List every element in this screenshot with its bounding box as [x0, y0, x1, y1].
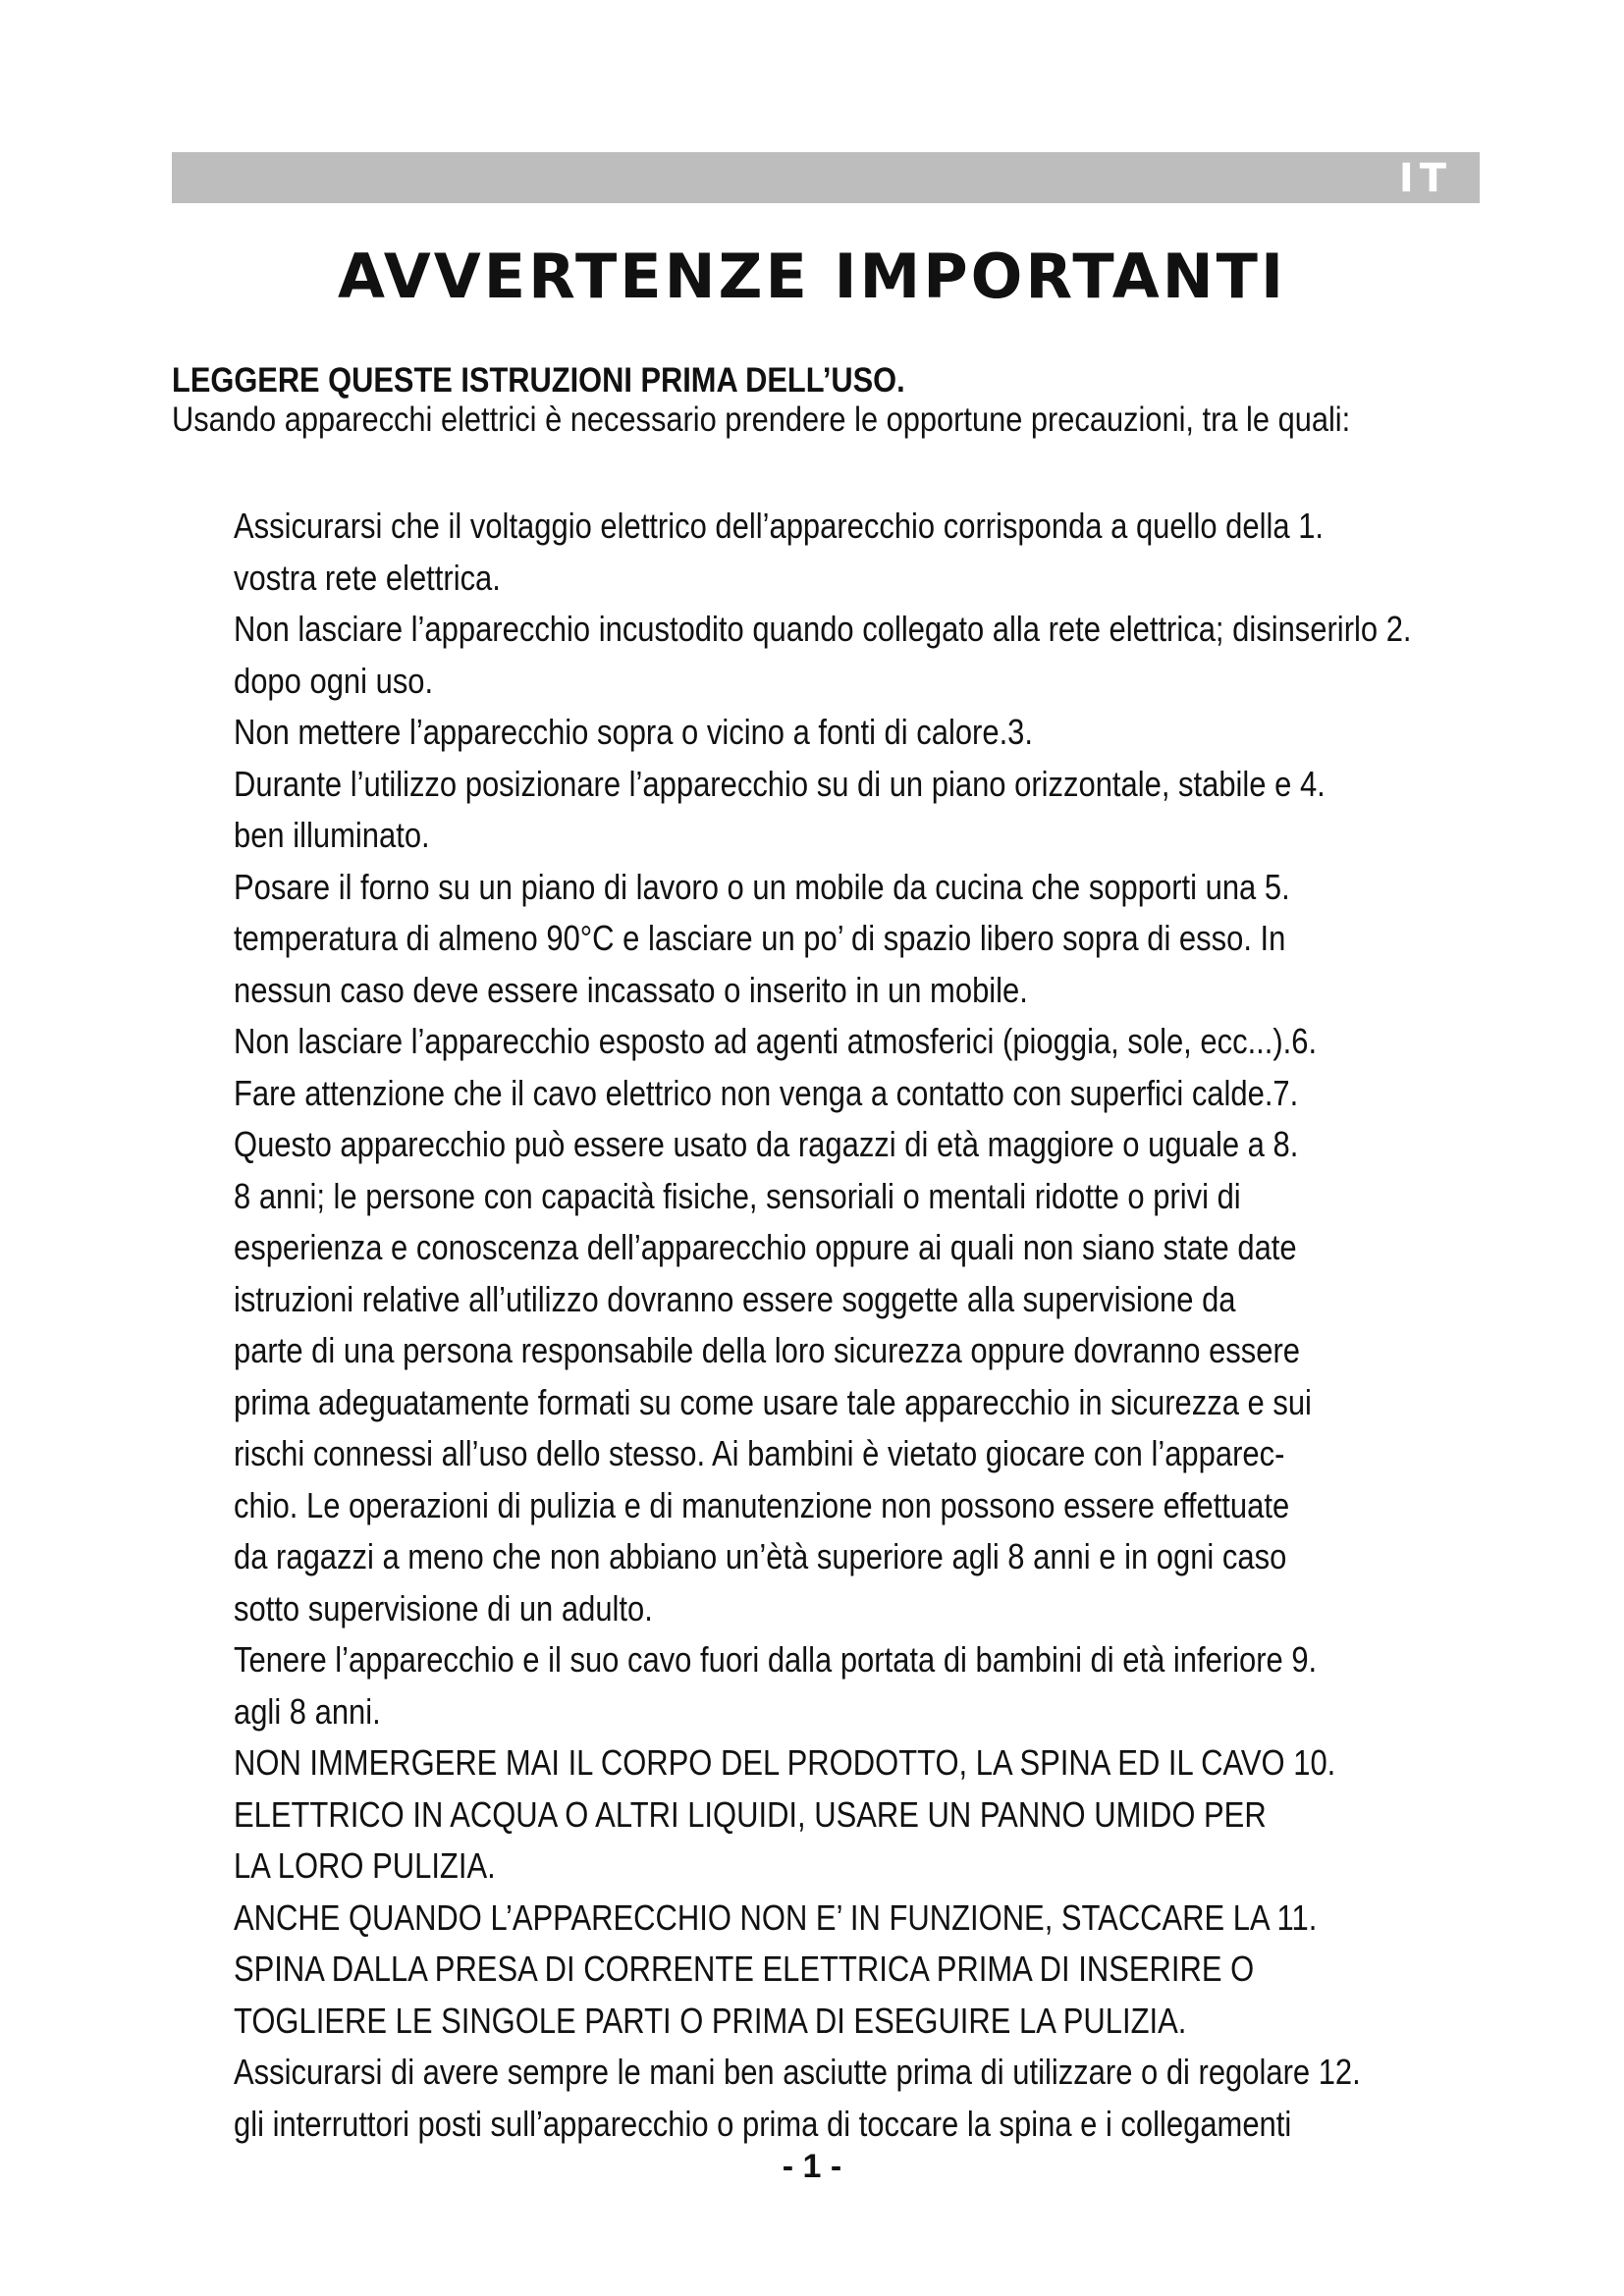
warning-item: Durante l’utilizzo posizionare l’apparecchio su di un piano orizzontale, stabile e 4. ben illuminato. [234, 763, 1326, 855]
language-header-bar [172, 152, 1480, 203]
page-number: - 1 - [782, 2148, 842, 2185]
warning-item: Non mettere l’apparecchio sopra o vicino a fonti di calore.3. [234, 712, 1034, 752]
warning-item: Non lasciare l’apparecchio incustodito quando collegato alla rete elettrica; disinserirlo 2. dopo ogni uso. [234, 609, 1412, 701]
warning-item: Tenere l’apparecchio e il suo cavo fuori dalla portata di bambini di età inferiore 9. agli 8 anni. [234, 1639, 1318, 1732]
intro-lead: Usando apparecchi elettrici è necessario prendere le opportune precauzioni, tra le quali: [172, 400, 1351, 439]
warning-item: NON IMMERGERE MAI IL CORPO DEL PRODOTTO, LA SPINA ED IL CAVO 10. ELETTRICO IN ACQUA O ALTRI LIQUIDI, USARE UN PANNO UMIDO PER LA LORO PULIZIA. [234, 1742, 1336, 1886]
intro-section [172, 361, 1507, 440]
page-title: AVVERTENZE IMPORTANTI [337, 240, 1287, 312]
warning-item: Posare il forno su un piano di lavoro o un mobile da cucina che sopporti una 5. temperatura di almeno 90°C e lasciare un po’ di spazio libero sopra di esso. In nessun caso deve essere incassato o inserito in un mobile. [234, 866, 1290, 1010]
language-tag: IT [1398, 156, 1452, 201]
warning-item: ANCHE QUANDO L’APPARECCHIO NON E’ IN FUNZIONE, STACCARE LA 11. SPINA DALLA PRESA DI CORRENTE ELETTRICA PRIMA DI INSERIRE O TOGLIERE LE SINGOLE PARTI O PRIMA DI ESEGUIRE LA PULIZIA. [234, 1896, 1318, 2041]
warning-item: Fare attenzione che il cavo elettrico non venga a contatto con superfici calde.7. [234, 1072, 1299, 1113]
intro-heading: LEGGERE QUESTE ISTRUZIONI PRIMA DELL’USO. [172, 361, 905, 400]
warning-item: Assicurarsi di avere sempre le mani ben asciutte prima di utilizzare o di regolare 12. gli interruttori posti sull’apparecchio o prima di toccare la spina e i collegamenti [234, 2052, 1361, 2144]
warning-item: Assicurarsi che il voltaggio elettrico dell’apparecchio corrisponda a quello della 1. vostra rete elettrica. [234, 506, 1325, 598]
warnings-list [234, 501, 1510, 2150]
warning-item: Questo apparecchio può essere usato da ragazzi di età maggiore o uguale a 8. 8 anni; le persone con capacità fisiche, sensoriali o mentali ridotte o privi di esperienza e conoscenza dell’apparecchio oppure ai quali non siano state date istruzioni relative all’utilizzo dovranno essere soggette alla supervisione da parte di una persona responsabile della loro sicurezza oppure dovranno essere prima adeguatamente formati su come usare tale apparecchio in sicurezza e sui rischi connessi all’uso dello stesso. Ai bambini è vietato giocare con l’apparec- chio. Le operazioni di pulizia e di manutenzione non possono essere effettuate da ragazzi a meno che non abbiano un’ètà superiore agli 8 anni e in ogni caso sotto supervisione di un adulto. [234, 1124, 1312, 1629]
warning-item: Non lasciare l’apparecchio esposto ad agenti atmosferici (pioggia, sole, ecc...).6. [234, 1021, 1318, 1061]
